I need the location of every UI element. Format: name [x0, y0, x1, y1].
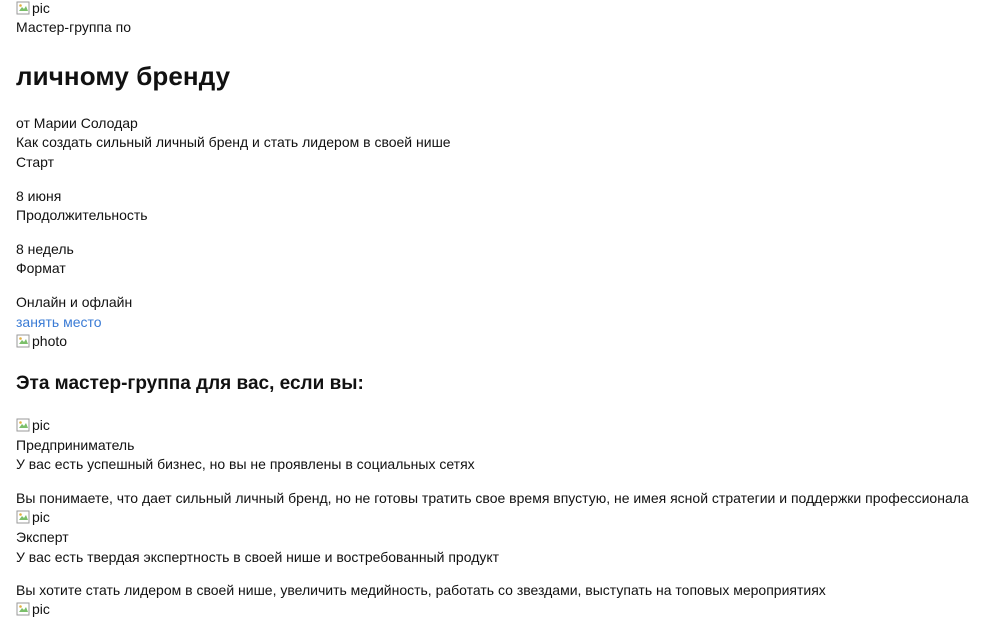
audience-heading: Эта мастер-группа для вас, если вы: — [16, 373, 364, 394]
audience-item-image — [16, 509, 50, 525]
broken-image-icon — [16, 602, 30, 616]
broken-image-icon — [16, 418, 30, 432]
detail-label-format: Формат — [16, 260, 66, 276]
audience-item-title: Предприниматель — [16, 437, 135, 453]
page-title: личному бренду — [16, 61, 231, 91]
hero-subtitle: Мастер-группа по — [16, 19, 132, 35]
reserve-spot-link[interactable]: занять место — [16, 314, 102, 330]
audience-item-line2: Вы хотите стать лидером в своей нише, увеличить медийность, работать со звездами, выступать на топовых мероприятиях — [16, 582, 826, 598]
broken-image-icon — [16, 334, 30, 348]
hero-top-image-alt: pic — [32, 0, 50, 16]
detail-value-duration: 8 недель — [16, 241, 74, 257]
audience-item-image — [16, 417, 50, 433]
hero-photo-alt: photo — [32, 333, 68, 349]
audience-item-image — [16, 601, 50, 617]
hero-tagline: Как создать сильный личный бренд и стать лидером в своей нише — [16, 134, 451, 150]
hero-author: от Марии Солодар — [16, 115, 138, 131]
broken-image-icon — [16, 1, 30, 15]
audience-item-image-alt: pic — [32, 509, 50, 525]
audience-item-image-alt: pic — [32, 601, 50, 617]
audience-item-title: Эксперт — [16, 529, 69, 545]
broken-image-icon — [16, 510, 30, 524]
detail-label-start: Старт — [16, 154, 55, 170]
detail-value-start: 8 июня — [16, 188, 62, 204]
detail-value-format: Онлайн и офлайн — [16, 294, 133, 310]
audience-item-image-alt: pic — [32, 417, 50, 433]
hero-top-image — [16, 0, 50, 16]
audience-item-line2: Вы понимаете, что дает сильный личный бренд, но не готовы тратить свое время впустую, не имея ясной стратегии и поддержки профессионала — [16, 490, 969, 506]
hero-photo — [16, 333, 67, 349]
audience-item-line1: У вас есть успешный бизнес, но вы не проявлены в социальных сетях — [16, 456, 475, 472]
detail-label-duration: Продолжительность — [16, 207, 148, 223]
audience-item-line1: У вас есть твердая экспертность в своей нише и востребованный продукт — [16, 549, 500, 565]
